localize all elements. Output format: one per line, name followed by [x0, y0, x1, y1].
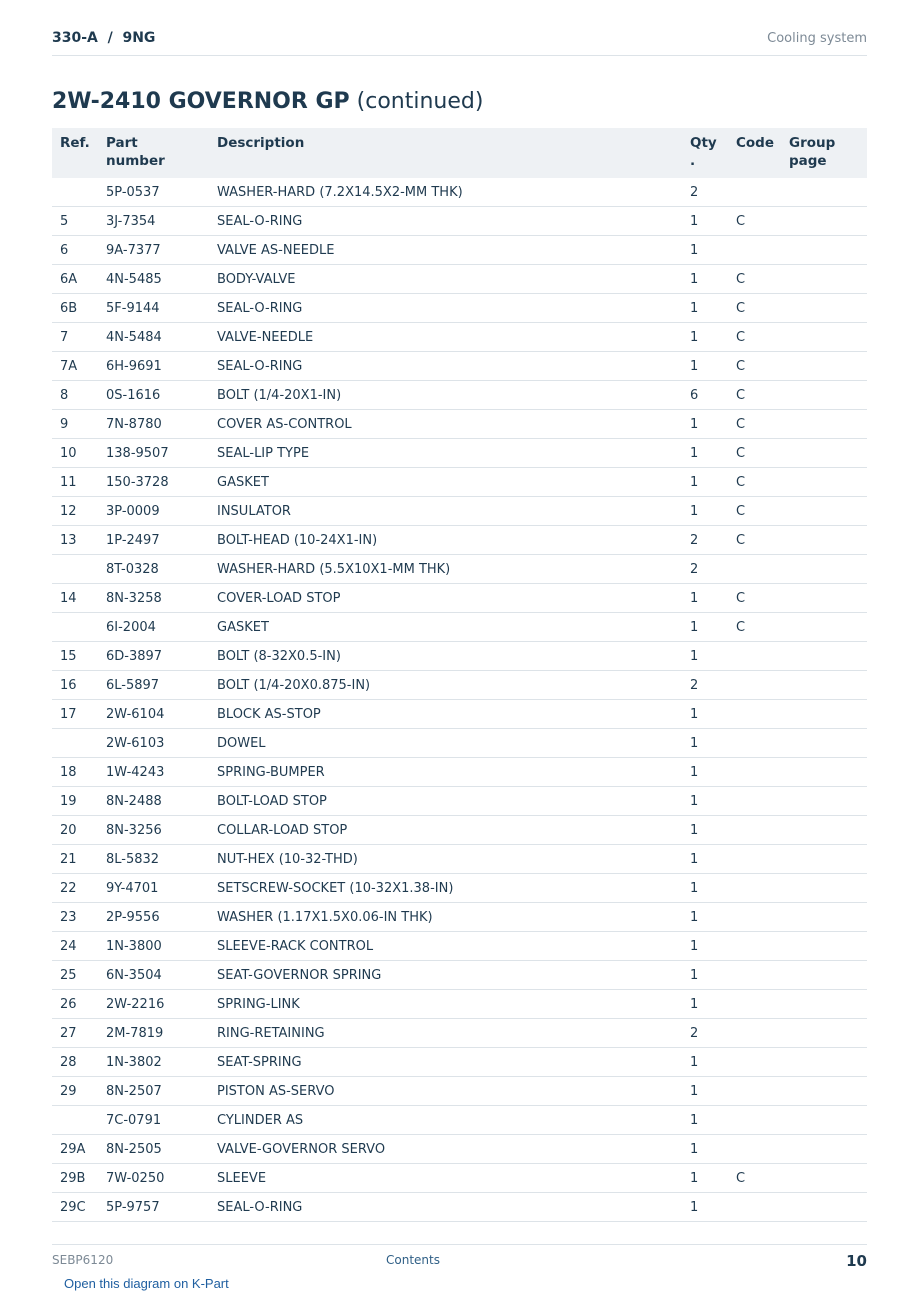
table-row [52, 178, 867, 207]
cell-part-number: 4N-5484 [98, 323, 209, 352]
cell-ref: 29A [52, 1135, 98, 1164]
cell-description: SEAL-O-RING [209, 207, 682, 236]
cell-qty: 2 [682, 526, 728, 555]
cell-code [728, 874, 781, 903]
cell-qty: 1 [682, 613, 728, 642]
cell-description: SLEEVE [209, 1164, 682, 1193]
table-row [52, 874, 867, 903]
cell-ref: 19 [52, 787, 98, 816]
cell-qty: 1 [682, 265, 728, 294]
cell-part-number: 8L-5832 [98, 845, 209, 874]
cell-code [728, 1193, 781, 1222]
table-row [52, 787, 867, 816]
column-header-code: Code [728, 128, 781, 178]
cell-description: SEAT-SPRING [209, 1048, 682, 1077]
cell-qty: 2 [682, 178, 728, 207]
cell-description: GASKET [209, 468, 682, 497]
cell-ref: 6A [52, 265, 98, 294]
cell-description: VALVE-GOVERNOR SERVO [209, 1135, 682, 1164]
cell-code: C [728, 439, 781, 468]
cell-part-number: 8N-3256 [98, 816, 209, 845]
cell-part-number: 8N-2505 [98, 1135, 209, 1164]
cell-code [728, 932, 781, 961]
cell-ref [52, 555, 98, 584]
table-row [52, 207, 867, 236]
cell-description: SPRING-BUMPER [209, 758, 682, 787]
cell-qty: 1 [682, 642, 728, 671]
column-header-group-page: Group page [781, 128, 867, 178]
column-header-part-number: Part number [98, 128, 209, 178]
cell-description: SEAL-O-RING [209, 1193, 682, 1222]
cell-ref: 11 [52, 468, 98, 497]
table-row [52, 1193, 867, 1222]
cell-qty: 1 [682, 932, 728, 961]
cell-description: VALVE AS-NEEDLE [209, 236, 682, 265]
cell-group-page [781, 352, 867, 381]
cell-ref: 23 [52, 903, 98, 932]
cell-qty: 1 [682, 1106, 728, 1135]
cell-code: C [728, 497, 781, 526]
cell-ref: 24 [52, 932, 98, 961]
table-row [52, 410, 867, 439]
cell-qty: 1 [682, 816, 728, 845]
cell-description: BLOCK AS-STOP [209, 700, 682, 729]
column-header-ref: Ref. [52, 128, 98, 178]
table-row [52, 584, 867, 613]
cell-part-number: 2M-7819 [98, 1019, 209, 1048]
cell-group-page [781, 207, 867, 236]
cell-qty: 1 [682, 1164, 728, 1193]
cell-description: SEAT-GOVERNOR SPRING [209, 961, 682, 990]
cell-qty: 1 [682, 1048, 728, 1077]
table-row [52, 555, 867, 584]
cell-qty: 1 [682, 1077, 728, 1106]
cell-qty: 1 [682, 961, 728, 990]
cell-qty: 1 [682, 207, 728, 236]
cell-qty: 2 [682, 555, 728, 584]
cell-part-number: 2W-6104 [98, 700, 209, 729]
cell-description: COLLAR-LOAD STOP [209, 816, 682, 845]
cell-group-page [781, 613, 867, 642]
page-header [52, 28, 867, 56]
cell-ref: 27 [52, 1019, 98, 1048]
cell-qty: 1 [682, 758, 728, 787]
cell-ref: 7 [52, 323, 98, 352]
table-row [52, 642, 867, 671]
cell-qty: 1 [682, 236, 728, 265]
table-row [52, 1077, 867, 1106]
group-code: 2W-2410 GOVERNOR GP [52, 89, 350, 114]
cell-description: SEAL-LIP TYPE [209, 439, 682, 468]
table-row [52, 1019, 867, 1048]
cell-part-number: 3P-0009 [98, 497, 209, 526]
table-row [52, 1106, 867, 1135]
cell-qty: 1 [682, 845, 728, 874]
cell-description: PISTON AS-SERVO [209, 1077, 682, 1106]
cell-group-page [781, 294, 867, 323]
cell-part-number: 1W-4243 [98, 758, 209, 787]
cell-code: C [728, 526, 781, 555]
cell-qty: 1 [682, 410, 728, 439]
cell-qty: 1 [682, 990, 728, 1019]
cell-qty: 1 [682, 1135, 728, 1164]
cell-ref: 6B [52, 294, 98, 323]
cell-ref: 28 [52, 1048, 98, 1077]
cell-description: BOLT (8-32X0.5-IN) [209, 642, 682, 671]
table-row [52, 265, 867, 294]
cell-ref [52, 178, 98, 207]
cell-group-page [781, 410, 867, 439]
cell-part-number: 7N-8780 [98, 410, 209, 439]
table-header-row [52, 128, 867, 178]
table-row [52, 468, 867, 497]
page-title [52, 89, 483, 114]
cell-part-number: 8N-3258 [98, 584, 209, 613]
parts-table [52, 128, 867, 1222]
cell-code [728, 787, 781, 816]
cell-part-number: 9A-7377 [98, 236, 209, 265]
cell-part-number: 6L-5897 [98, 671, 209, 700]
cell-code [728, 1077, 781, 1106]
cell-part-number: 2W-6103 [98, 729, 209, 758]
cell-group-page [781, 1106, 867, 1135]
table-row [52, 497, 867, 526]
cell-code: C [728, 410, 781, 439]
table-row [52, 816, 867, 845]
cell-group-page [781, 236, 867, 265]
cell-group-page [781, 1135, 867, 1164]
cell-description: WASHER (1.17X1.5X0.06-IN THK) [209, 903, 682, 932]
cell-code [728, 903, 781, 932]
cell-ref: 14 [52, 584, 98, 613]
cell-part-number: 3J-7354 [98, 207, 209, 236]
cell-part-number: 6H-9691 [98, 352, 209, 381]
cell-part-number: 6D-3897 [98, 642, 209, 671]
cell-code [728, 990, 781, 1019]
cell-code: C [728, 381, 781, 410]
cell-group-page [781, 990, 867, 1019]
cell-group-page [781, 700, 867, 729]
cell-qty: 1 [682, 874, 728, 903]
cell-code: C [728, 265, 781, 294]
cell-description: CYLINDER AS [209, 1106, 682, 1135]
cell-group-page [781, 671, 867, 700]
cell-ref: 16 [52, 671, 98, 700]
table-row [52, 294, 867, 323]
cell-ref [52, 729, 98, 758]
cell-code [728, 642, 781, 671]
cell-ref: 9 [52, 410, 98, 439]
cell-description: RING-RETAINING [209, 1019, 682, 1048]
cell-part-number: 5P-0537 [98, 178, 209, 207]
table-row [52, 323, 867, 352]
cell-qty: 1 [682, 787, 728, 816]
cell-code: C [728, 352, 781, 381]
cell-code [728, 555, 781, 584]
cell-code: C [728, 613, 781, 642]
cell-ref: 29B [52, 1164, 98, 1193]
cell-group-page [781, 526, 867, 555]
table-row [52, 990, 867, 1019]
cell-description: SPRING-LINK [209, 990, 682, 1019]
cell-ref: 15 [52, 642, 98, 671]
table-row [52, 961, 867, 990]
cell-part-number: 8T-0328 [98, 555, 209, 584]
cell-description: SETSCREW-SOCKET (10-32X1.38-IN) [209, 874, 682, 903]
cell-group-page [781, 961, 867, 990]
cell-group-page [781, 468, 867, 497]
cell-code [728, 178, 781, 207]
cell-code [728, 1135, 781, 1164]
cell-description: COVER AS-CONTROL [209, 410, 682, 439]
table-row [52, 932, 867, 961]
cell-description: VALVE-NEEDLE [209, 323, 682, 352]
cell-description: DOWEL [209, 729, 682, 758]
table-row [52, 700, 867, 729]
cell-group-page [781, 265, 867, 294]
cell-group-page [781, 584, 867, 613]
cell-part-number: 1N-3800 [98, 932, 209, 961]
cell-part-number: 1P-2497 [98, 526, 209, 555]
cell-ref: 7A [52, 352, 98, 381]
cell-group-page [781, 178, 867, 207]
table-row [52, 613, 867, 642]
cell-part-number: 1N-3802 [98, 1048, 209, 1077]
cell-qty: 6 [682, 381, 728, 410]
cell-qty: 1 [682, 468, 728, 497]
cell-group-page [781, 323, 867, 352]
cell-qty: 1 [682, 584, 728, 613]
cell-ref: 12 [52, 497, 98, 526]
cell-qty: 1 [682, 497, 728, 526]
kpart-diagram-link[interactable]: Open this diagram on K-Part [64, 1276, 229, 1291]
cell-code [728, 729, 781, 758]
cell-description: SEAL-O-RING [209, 352, 682, 381]
cell-ref: 6 [52, 236, 98, 265]
cell-qty: 1 [682, 323, 728, 352]
cell-group-page [781, 758, 867, 787]
cell-code [728, 700, 781, 729]
cell-code [728, 236, 781, 265]
cell-qty: 1 [682, 439, 728, 468]
title-suffix: (continued) [356, 89, 484, 114]
cell-group-page [781, 381, 867, 410]
cell-part-number: 2P-9556 [98, 903, 209, 932]
page-number: 10 [846, 1252, 867, 1270]
cell-ref: 18 [52, 758, 98, 787]
cell-part-number: 5P-9757 [98, 1193, 209, 1222]
cell-description: BOLT (1/4-20X0.875-IN) [209, 671, 682, 700]
cell-code [728, 845, 781, 874]
table-row [52, 845, 867, 874]
cell-ref [52, 613, 98, 642]
cell-group-page [781, 787, 867, 816]
cell-code: C [728, 468, 781, 497]
cell-group-page [781, 874, 867, 903]
cell-ref: 29C [52, 1193, 98, 1222]
cell-code [728, 1048, 781, 1077]
cell-ref: 20 [52, 816, 98, 845]
cell-description: WASHER-HARD (7.2X14.5X2-MM THK) [209, 178, 682, 207]
cell-description: SEAL-O-RING [209, 294, 682, 323]
cell-group-page [781, 1048, 867, 1077]
cell-part-number: 8N-2507 [98, 1077, 209, 1106]
table-row [52, 1164, 867, 1193]
cell-code [728, 758, 781, 787]
cell-ref: 17 [52, 700, 98, 729]
cell-description: INSULATOR [209, 497, 682, 526]
column-header-qty: Qty . [682, 128, 728, 178]
cell-group-page [781, 1077, 867, 1106]
cell-description: SLEEVE-RACK CONTROL [209, 932, 682, 961]
table-row [52, 352, 867, 381]
section-name: Cooling system [767, 31, 867, 46]
cell-qty: 1 [682, 1193, 728, 1222]
table-row [52, 1135, 867, 1164]
cell-group-page [781, 1193, 867, 1222]
cell-group-page [781, 642, 867, 671]
footer-divider [52, 1244, 867, 1245]
model-label: 330-A / 9NG [52, 30, 156, 46]
cell-code [728, 671, 781, 700]
cell-description: GASKET [209, 613, 682, 642]
cell-group-page [781, 555, 867, 584]
cell-part-number: 138-9507 [98, 439, 209, 468]
table-row [52, 903, 867, 932]
table-row [52, 439, 867, 468]
cell-ref: 26 [52, 990, 98, 1019]
table-row [52, 381, 867, 410]
cell-ref: 5 [52, 207, 98, 236]
cell-code: C [728, 323, 781, 352]
cell-qty: 2 [682, 1019, 728, 1048]
cell-description: BOLT-HEAD (10-24X1-IN) [209, 526, 682, 555]
table-row [52, 1048, 867, 1077]
cell-code [728, 816, 781, 845]
cell-code [728, 1019, 781, 1048]
cell-group-page [781, 729, 867, 758]
cell-group-page [781, 1019, 867, 1048]
cell-code: C [728, 1164, 781, 1193]
cell-part-number: 0S-1616 [98, 381, 209, 410]
cell-group-page [781, 845, 867, 874]
cell-description: BOLT-LOAD STOP [209, 787, 682, 816]
cell-code: C [728, 207, 781, 236]
cell-ref: 10 [52, 439, 98, 468]
cell-part-number: 7W-0250 [98, 1164, 209, 1193]
cell-code: C [728, 584, 781, 613]
table-row [52, 236, 867, 265]
contents-link[interactable]: Contents [386, 1253, 440, 1267]
cell-qty: 1 [682, 729, 728, 758]
document-id: SEBP6120 [52, 1253, 114, 1267]
cell-ref: 22 [52, 874, 98, 903]
table-row [52, 526, 867, 555]
cell-description: NUT-HEX (10-32-THD) [209, 845, 682, 874]
table-body [52, 178, 867, 1222]
cell-qty: 2 [682, 671, 728, 700]
cell-ref: 29 [52, 1077, 98, 1106]
cell-code [728, 961, 781, 990]
cell-qty: 1 [682, 903, 728, 932]
cell-ref [52, 1106, 98, 1135]
cell-part-number: 6I-2004 [98, 613, 209, 642]
cell-description: WASHER-HARD (5.5X10X1-MM THK) [209, 555, 682, 584]
cell-description: BOLT (1/4-20X1-IN) [209, 381, 682, 410]
cell-group-page [781, 439, 867, 468]
cell-ref: 25 [52, 961, 98, 990]
table-row [52, 758, 867, 787]
cell-ref: 21 [52, 845, 98, 874]
table-row [52, 671, 867, 700]
cell-part-number: 150-3728 [98, 468, 209, 497]
cell-group-page [781, 497, 867, 526]
cell-description: BODY-VALVE [209, 265, 682, 294]
cell-part-number: 2W-2216 [98, 990, 209, 1019]
column-header-description: Description [209, 128, 682, 178]
cell-part-number: 9Y-4701 [98, 874, 209, 903]
cell-qty: 1 [682, 294, 728, 323]
cell-ref: 8 [52, 381, 98, 410]
cell-group-page [781, 932, 867, 961]
cell-description: COVER-LOAD STOP [209, 584, 682, 613]
cell-code: C [728, 294, 781, 323]
cell-part-number: 8N-2488 [98, 787, 209, 816]
cell-part-number: 5F-9144 [98, 294, 209, 323]
cell-part-number: 7C-0791 [98, 1106, 209, 1135]
cell-qty: 1 [682, 700, 728, 729]
cell-part-number: 6N-3504 [98, 961, 209, 990]
cell-code [728, 1106, 781, 1135]
cell-part-number: 4N-5485 [98, 265, 209, 294]
cell-group-page [781, 903, 867, 932]
cell-ref: 13 [52, 526, 98, 555]
table-row [52, 729, 867, 758]
cell-qty: 1 [682, 352, 728, 381]
cell-group-page [781, 816, 867, 845]
cell-group-page [781, 1164, 867, 1193]
